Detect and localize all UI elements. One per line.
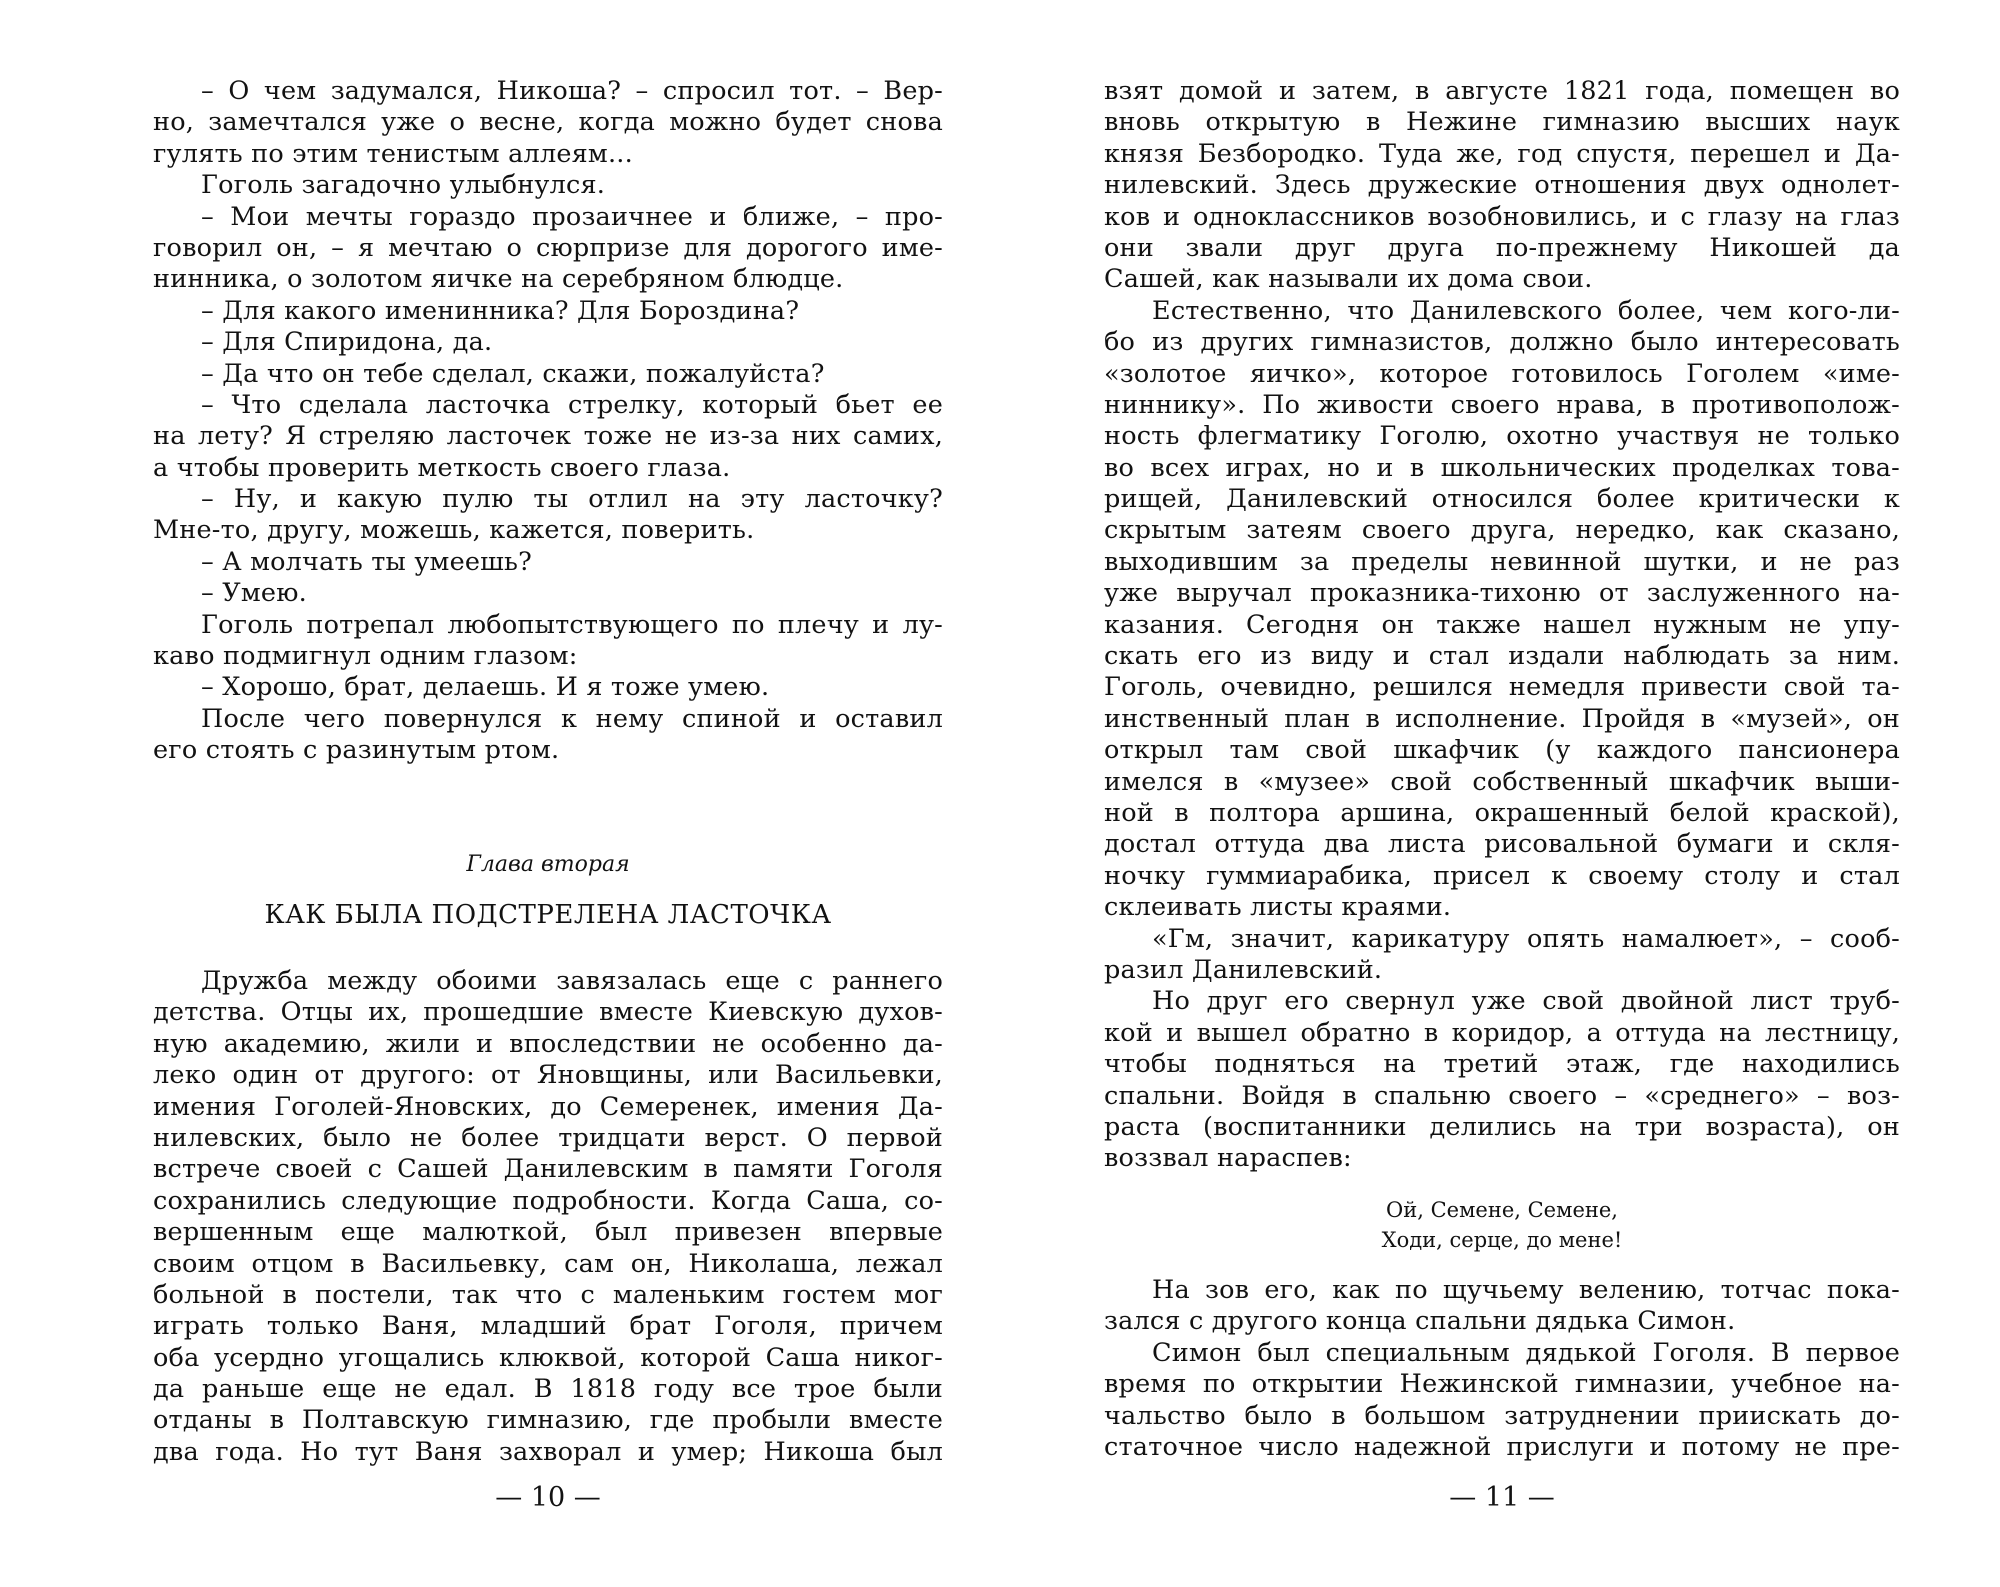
text-line: – А молчать ты умеешь?: [201, 546, 533, 577]
chapter-label: Глава вторая: [466, 852, 630, 877]
text-line: чальство было в большом затруднении приискать до-: [1104, 1400, 1900, 1431]
text-line: детства. Отцы их, прошедшие вместе Киевскую духов-: [153, 997, 943, 1028]
text-line: – Мои мечты гораздо прозаичнее и ближе, – про-: [201, 201, 943, 232]
text-line: больной в постели, так что с маленьким гостем мог: [153, 1279, 943, 1310]
text-line: они звали друг друга по-прежнему Никошей да: [1104, 232, 1900, 263]
text-line: ночку гуммиарабика, присел к своему столу и стал: [1104, 860, 1900, 891]
text-line: отданы в Полтавскую гимназию, где пробыли вместе: [153, 1405, 943, 1436]
text-line: сохранились следующие подробности. Когда Саша, со-: [153, 1185, 943, 1216]
text-line: ниннику». По живости своего нрава, в противополож-: [1104, 389, 1900, 420]
verse-line: Ходи, серце, до мене!: [1381, 1228, 1623, 1252]
text-line: его стоять с разинутым ртом.: [153, 735, 560, 766]
text-line: гулять по этим тенистым аллеям...: [153, 138, 633, 169]
text-line: нилевских, было не более тридцати верст. О первой: [153, 1122, 943, 1153]
verse: [1104, 1195, 1900, 1255]
text-line: своим отцом в Васильевку, сам он, Николаша, лежал: [153, 1248, 943, 1279]
page-number-right: — 11 —: [1449, 1482, 1555, 1513]
text-line: скать его из виду и стал издали наблюдать за ним.: [1104, 641, 1900, 672]
text-line: а чтобы проверить меткость своего глаза.: [153, 452, 731, 483]
text-line: выходившим за пределы невинной шутки, и не раз: [1104, 546, 1900, 577]
text-line: Естественно, что Данилевского более, чем кого-ли-: [1152, 295, 1900, 326]
text-line: ной в полтора аршина, окрашенный белой краской),: [1104, 797, 1900, 828]
text-line: Дружба между обоими завязалась еще с раннего: [201, 966, 943, 996]
text-line: После чего повернулся к нему спиной и оставил: [201, 703, 943, 734]
text-line: да раньше еще не едал. В 1818 году все трое были: [153, 1374, 943, 1405]
text-line: – Да что он тебе сделал, скажи, пожалуйста?: [201, 358, 825, 389]
text-line: «золотое яичко», которое готовилось Гоголем «име-: [1104, 358, 1900, 389]
text-line: спальни. Войдя в спальню своего – «среднего» – воз-: [1104, 1080, 1900, 1111]
text-line: вновь открытую в Нежине гимназию высших наук: [1104, 107, 1900, 138]
text-line: Гоголь потрепал любопытствующего по плечу и лу-: [201, 609, 943, 640]
text-line: воззвал нараспев:: [1104, 1143, 1352, 1174]
text-line: открыл там свой шкафчик (у каждого пансионера: [1104, 735, 1900, 766]
text-line: время по открытии Нежинской гимназии, учебное на-: [1104, 1369, 1900, 1400]
text-line: – Что сделала ласточка стрелку, который бьет ее: [201, 389, 943, 420]
text-line: нинника, о золотом яичке на серебряном блюдце.: [153, 264, 844, 295]
text-line: – Умею.: [201, 578, 307, 609]
text-line: Симон был специальным дядькой Гоголя. В первое: [1152, 1337, 1900, 1368]
text-line: Гоголь загадочно улыбнулся.: [201, 170, 606, 201]
text-line: но, замечтался уже о весне, когда можно будет снова: [153, 107, 943, 138]
text-line: – Ну, и какую пулю ты отлил на эту ласточку?: [201, 484, 943, 515]
right-text-block-top: [1104, 76, 1900, 1175]
text-line: взят домой и затем, в августе 1821 года, помещен во: [1104, 76, 1900, 106]
text-line: склеивать листы краями.: [1104, 892, 1452, 923]
text-line: уже выручал проказника-тихоню от заслуженного на-: [1104, 578, 1900, 609]
text-line: Сашей, как называли их дома свои.: [1104, 264, 1593, 295]
text-line: имения Гоголей-Яновских, до Семеренек, имения Да-: [153, 1091, 943, 1122]
text-line: рищей, Данилевский относился более критически к: [1104, 484, 1900, 515]
text-line: встрече своей с Сашей Данилевским в памяти Гоголя: [153, 1154, 943, 1185]
text-line: два года. Но тут Ваня захворал и умер; Никоша был: [153, 1436, 943, 1467]
text-line: инственный план в исполнение. Пройдя в «музей», он: [1104, 703, 1900, 734]
text-line: бо из других гимназистов, должно было интересовать: [1104, 327, 1900, 358]
text-line: скрытым затеям своего друга, нередко, как сказано,: [1104, 515, 1900, 546]
text-line: Мне-то, другу, можешь, кажется, поверить.: [153, 515, 755, 546]
right-page: [1104, 0, 1900, 1587]
text-line: статочное число надежной прислуги и потому не пре-: [1104, 1431, 1900, 1462]
text-line: – Хорошо, брат, делаешь. И я тоже умею.: [201, 672, 770, 703]
text-line: князя Безбородко. Туда же, год спустя, перешел и Да-: [1104, 138, 1900, 169]
right-text-block-bottom: [1104, 1275, 1900, 1463]
page-number-left: — 10 —: [495, 1482, 601, 1513]
text-line: «Гм, значит, карикатуру опять намалюет», – сооб-: [1152, 923, 1900, 954]
text-line: ков и одноклассников возобновились, и с глазу на глаз: [1104, 201, 1900, 232]
text-line: вершенным еще малюткой, был привезен впервые: [153, 1217, 943, 1248]
text-line: разил Данилевский.: [1104, 954, 1383, 985]
text-line: – Для Спиридона, да.: [201, 327, 493, 358]
text-line: каво подмигнул одним глазом:: [153, 641, 578, 672]
chapter-title: КАК БЫЛА ПОДСТРЕЛЕНА ЛАСТОЧКА: [264, 900, 832, 930]
text-line: зался с другого конца спальни дядька Симон.: [1104, 1306, 1736, 1337]
text-line: кой и вышел обратно в коридор, а оттуда на лестницу,: [1104, 1017, 1900, 1048]
text-line: говорил он, – я мечтаю о сюрпризе для дорогого име-: [153, 232, 943, 263]
text-line: играть только Ваня, младший брат Гоголя, причем: [153, 1311, 943, 1342]
left-page: [153, 0, 943, 1587]
text-line: оба усердно угощались клюквой, которой Саша никог-: [153, 1342, 943, 1373]
text-line: На зов его, как по щучьему велению, тотчас пока-: [1152, 1275, 1900, 1305]
text-line: леко один от другого: от Яновщины, или Васильевки,: [153, 1060, 943, 1091]
text-line: на лету? Я стреляю ласточек тоже не из-за них самих,: [153, 421, 943, 452]
text-line: – О чем задумался, Никоша? – спросил тот. – Вер-: [201, 76, 943, 106]
left-text-block-bottom: [153, 966, 943, 1468]
text-line: казания. Сегодня он также нашел нужным не упу-: [1104, 609, 1900, 640]
text-line: имелся в «музее» свой собственный шкафчик выши-: [1104, 766, 1900, 797]
text-line: раста (воспитанники делились на три возраста), он: [1104, 1111, 1900, 1142]
text-line: ность флегматику Гоголю, охотно участвуя не только: [1104, 421, 1900, 452]
text-line: ную академию, жили и впоследствии не особенно да-: [153, 1028, 943, 1059]
text-line: Но друг его свернул уже свой двойной лист труб-: [1152, 986, 1900, 1017]
text-line: нилевский. Здесь дружеские отношения двух однолет-: [1104, 170, 1900, 201]
text-line: – Для какого именинника? Для Бороздина?: [201, 295, 800, 326]
text-line: во всех играх, но и в школьнических проделках това-: [1104, 452, 1900, 483]
verse-line: Ой, Семене, Семене,: [1386, 1198, 1618, 1222]
text-line: Гоголь, очевидно, решился немедля привести свой та-: [1104, 672, 1900, 703]
text-line: чтобы подняться на третий этаж, где находились: [1104, 1049, 1900, 1080]
text-line: достал оттуда два листа рисовальной бумаги и скля-: [1104, 829, 1900, 860]
left-text-block-top: [153, 76, 943, 767]
